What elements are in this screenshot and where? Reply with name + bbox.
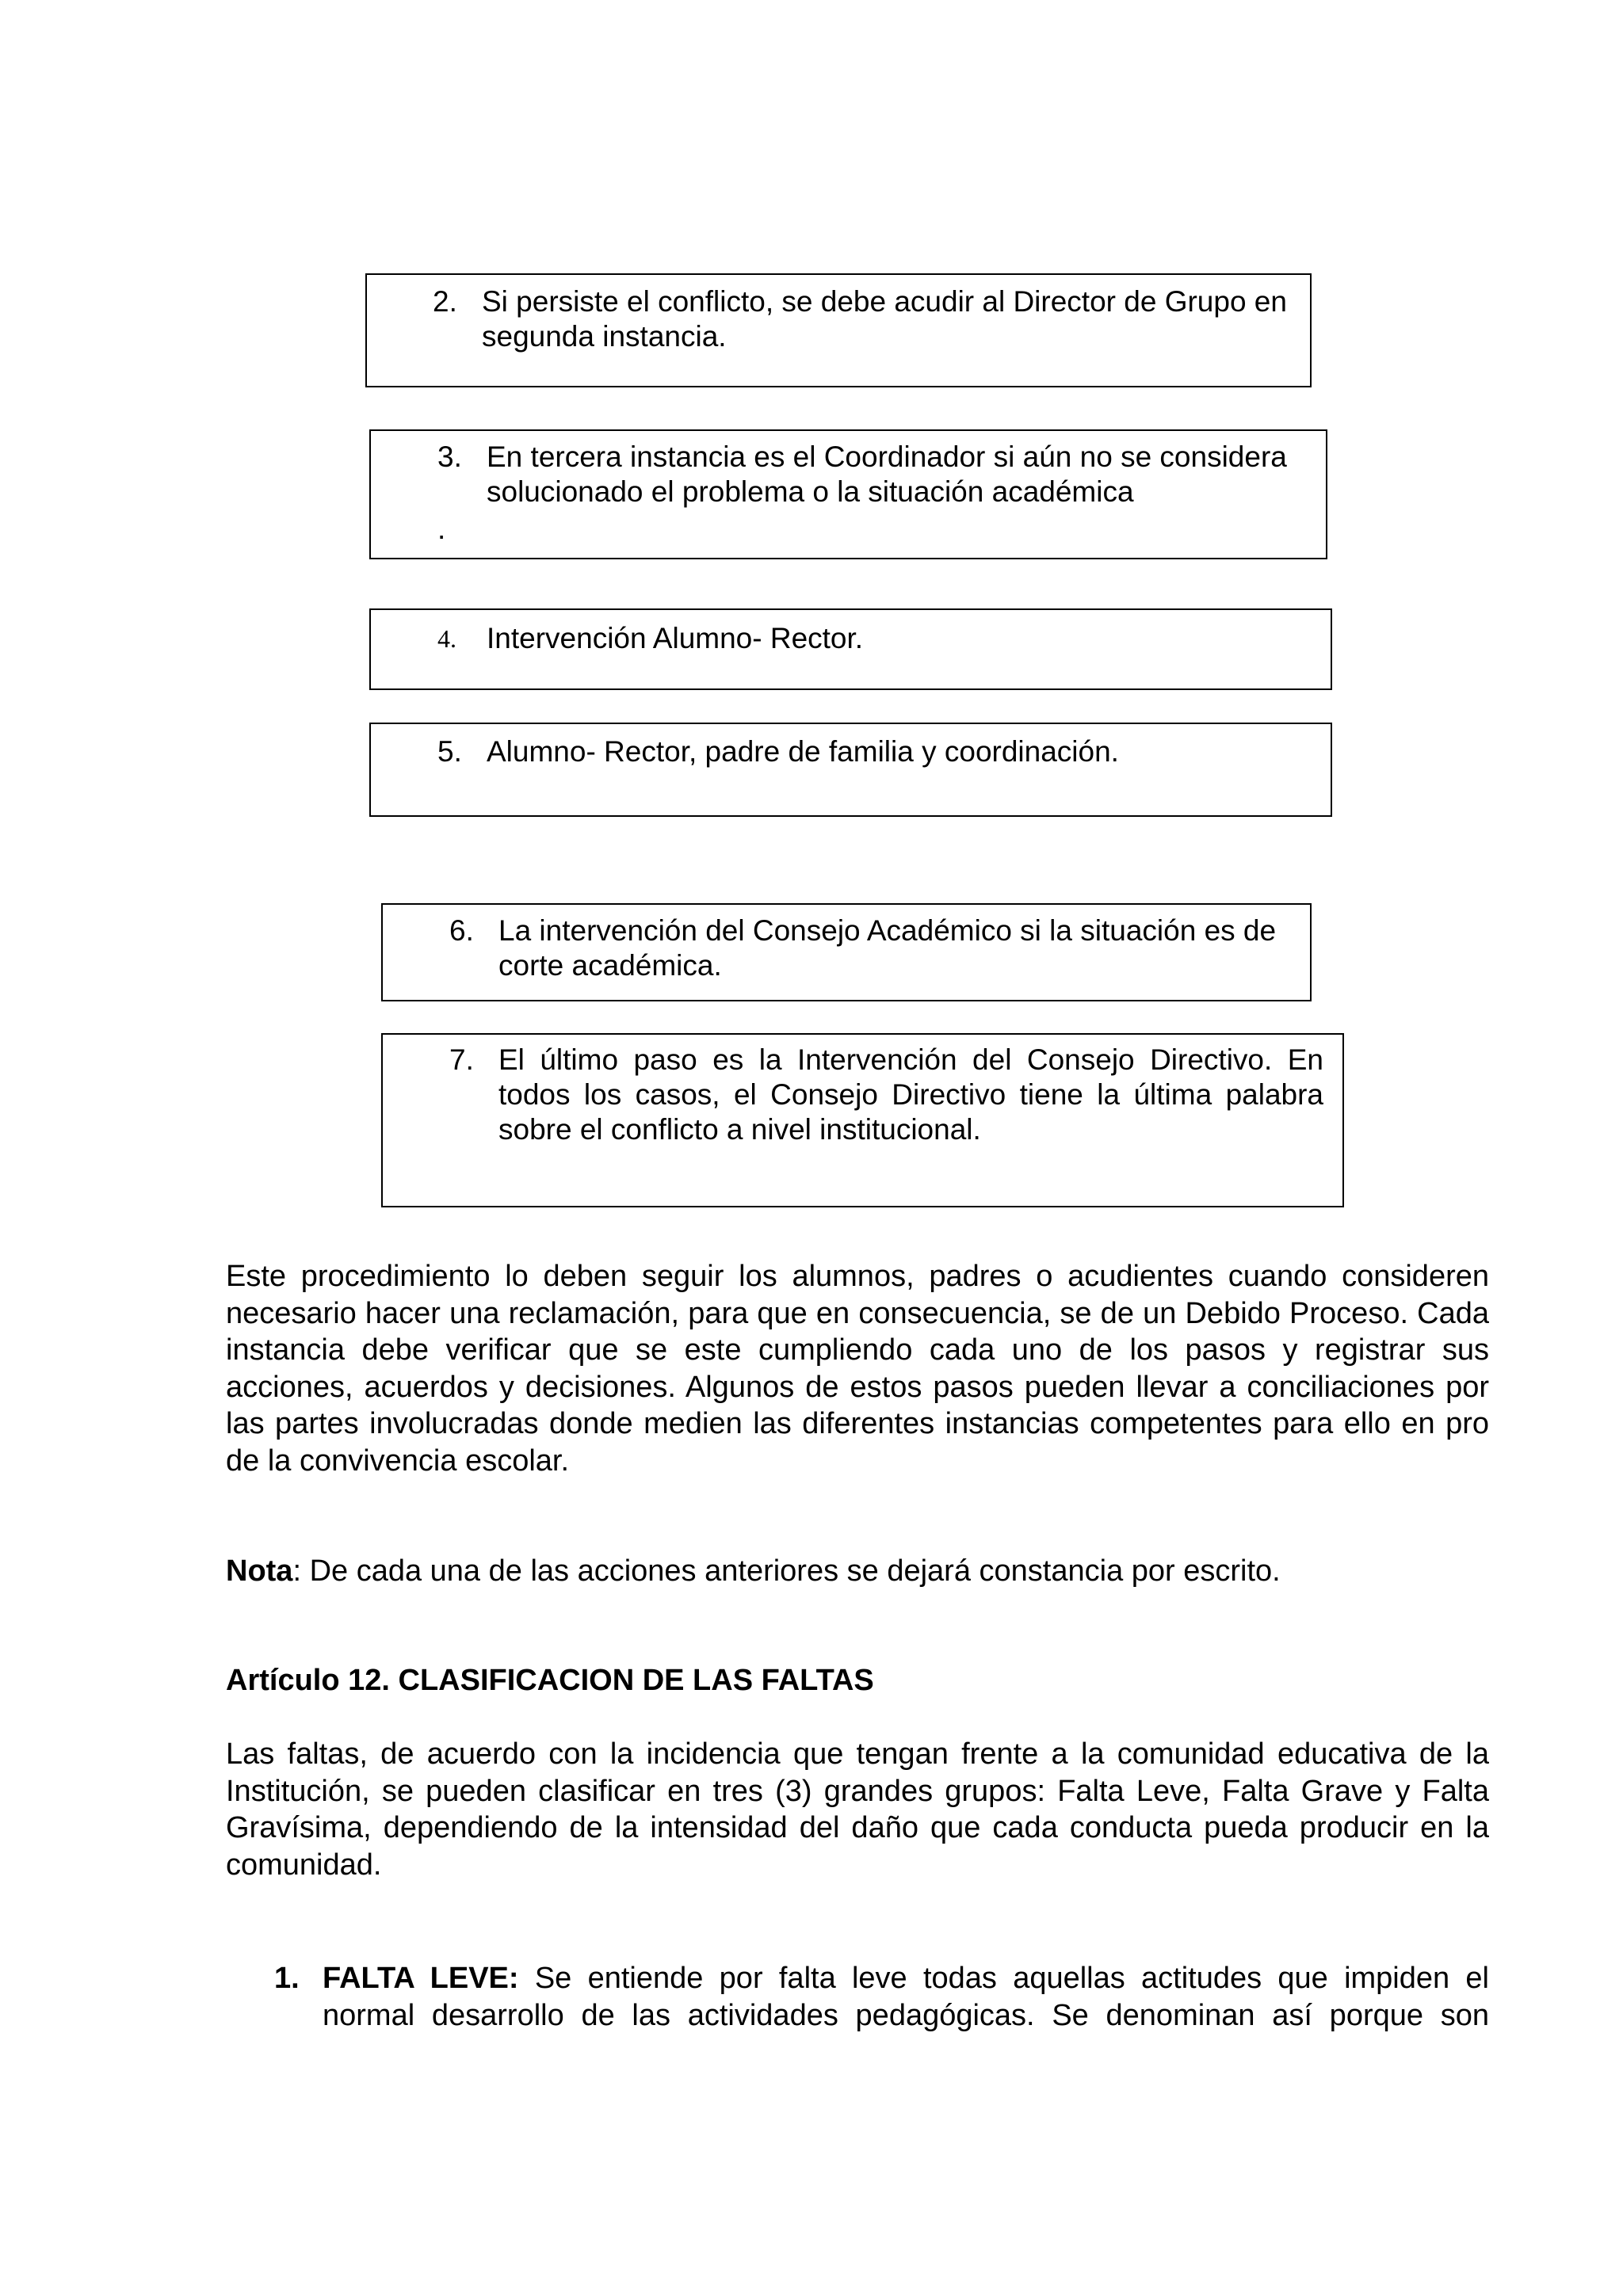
step-number: 2. — [433, 285, 457, 318]
procedure-paragraph: Este procedimiento lo deben seguir los alumnos, padres o acudientes cuando consideren necesario hacer una reclamación, para que en consecuencia, se de un Debido Proceso. Cada instancia debe verificar que se este cumpliendo cada uno de los pasos y registrar sus acciones, acuerdos y decisiones. Algunos de estos pasos pueden llevar a conciliaciones por las partes involucradas donde medien las diferentes instancias competentes para ello en pro de la convivencia escolar. — [226, 1260, 1489, 1478]
step-number: 4. — [437, 624, 456, 653]
step-text: Alumno- Rector, padre de familia y coordinación. — [487, 735, 1119, 768]
note-paragraph — [226, 1553, 1489, 1590]
step-text: Si persiste el conflicto, se debe acudir al Director de Grupo en segunda instancia. — [482, 285, 1287, 353]
step-text: Intervención Alumno- Rector. — [487, 622, 864, 654]
step-text: En tercera instancia es el Coordinador si aún no se considera solucionado el problema o la situación académica — [487, 441, 1287, 508]
list-item-body — [323, 1960, 1489, 2034]
note-text: : De cada una de las acciones anteriores se dejará constancia por escrito. — [292, 1554, 1281, 1588]
step-number: 5. — [437, 735, 462, 768]
article-heading: Artículo 12. CLASIFICACION DE LAS FALTAS — [226, 1664, 874, 1697]
step-number: 6. — [449, 914, 474, 947]
step-number: 3. — [437, 441, 462, 473]
step-text: El último paso es la Intervención del Consejo Directivo. En todos los casos, el Consejo Directivo tiene la última palabra sobre el conflicto a nivel institucional. — [498, 1043, 1323, 1146]
step-3-dot: . — [437, 513, 446, 545]
list-item-term: FALTA LEVE: — [323, 1962, 519, 1995]
step-number: 7. — [449, 1043, 474, 1076]
article-paragraph: Las faltas, de acuerdo con la incidencia que tengan frente a la comunidad educativa de la Institución, se pueden clasificar en tres (3) grandes grupos: Falta Leve, Falta Grave y Falta Gravísima, dependiendo de la intensidad del daño que cada conducta pueda producir en la comunidad. — [226, 1737, 1489, 1882]
step-text: La intervención del Consejo Académico si la situación es de corte académica. — [498, 914, 1277, 982]
list-item-text: Se entiende por falta leve todas aquellas actitudes que impiden el normal desarrollo de las actividades pedagógicas. Se denominan así porque son — [323, 1962, 1489, 2032]
note-label: Nota — [226, 1554, 293, 1588]
list-item-number: 1. — [274, 1962, 300, 1995]
